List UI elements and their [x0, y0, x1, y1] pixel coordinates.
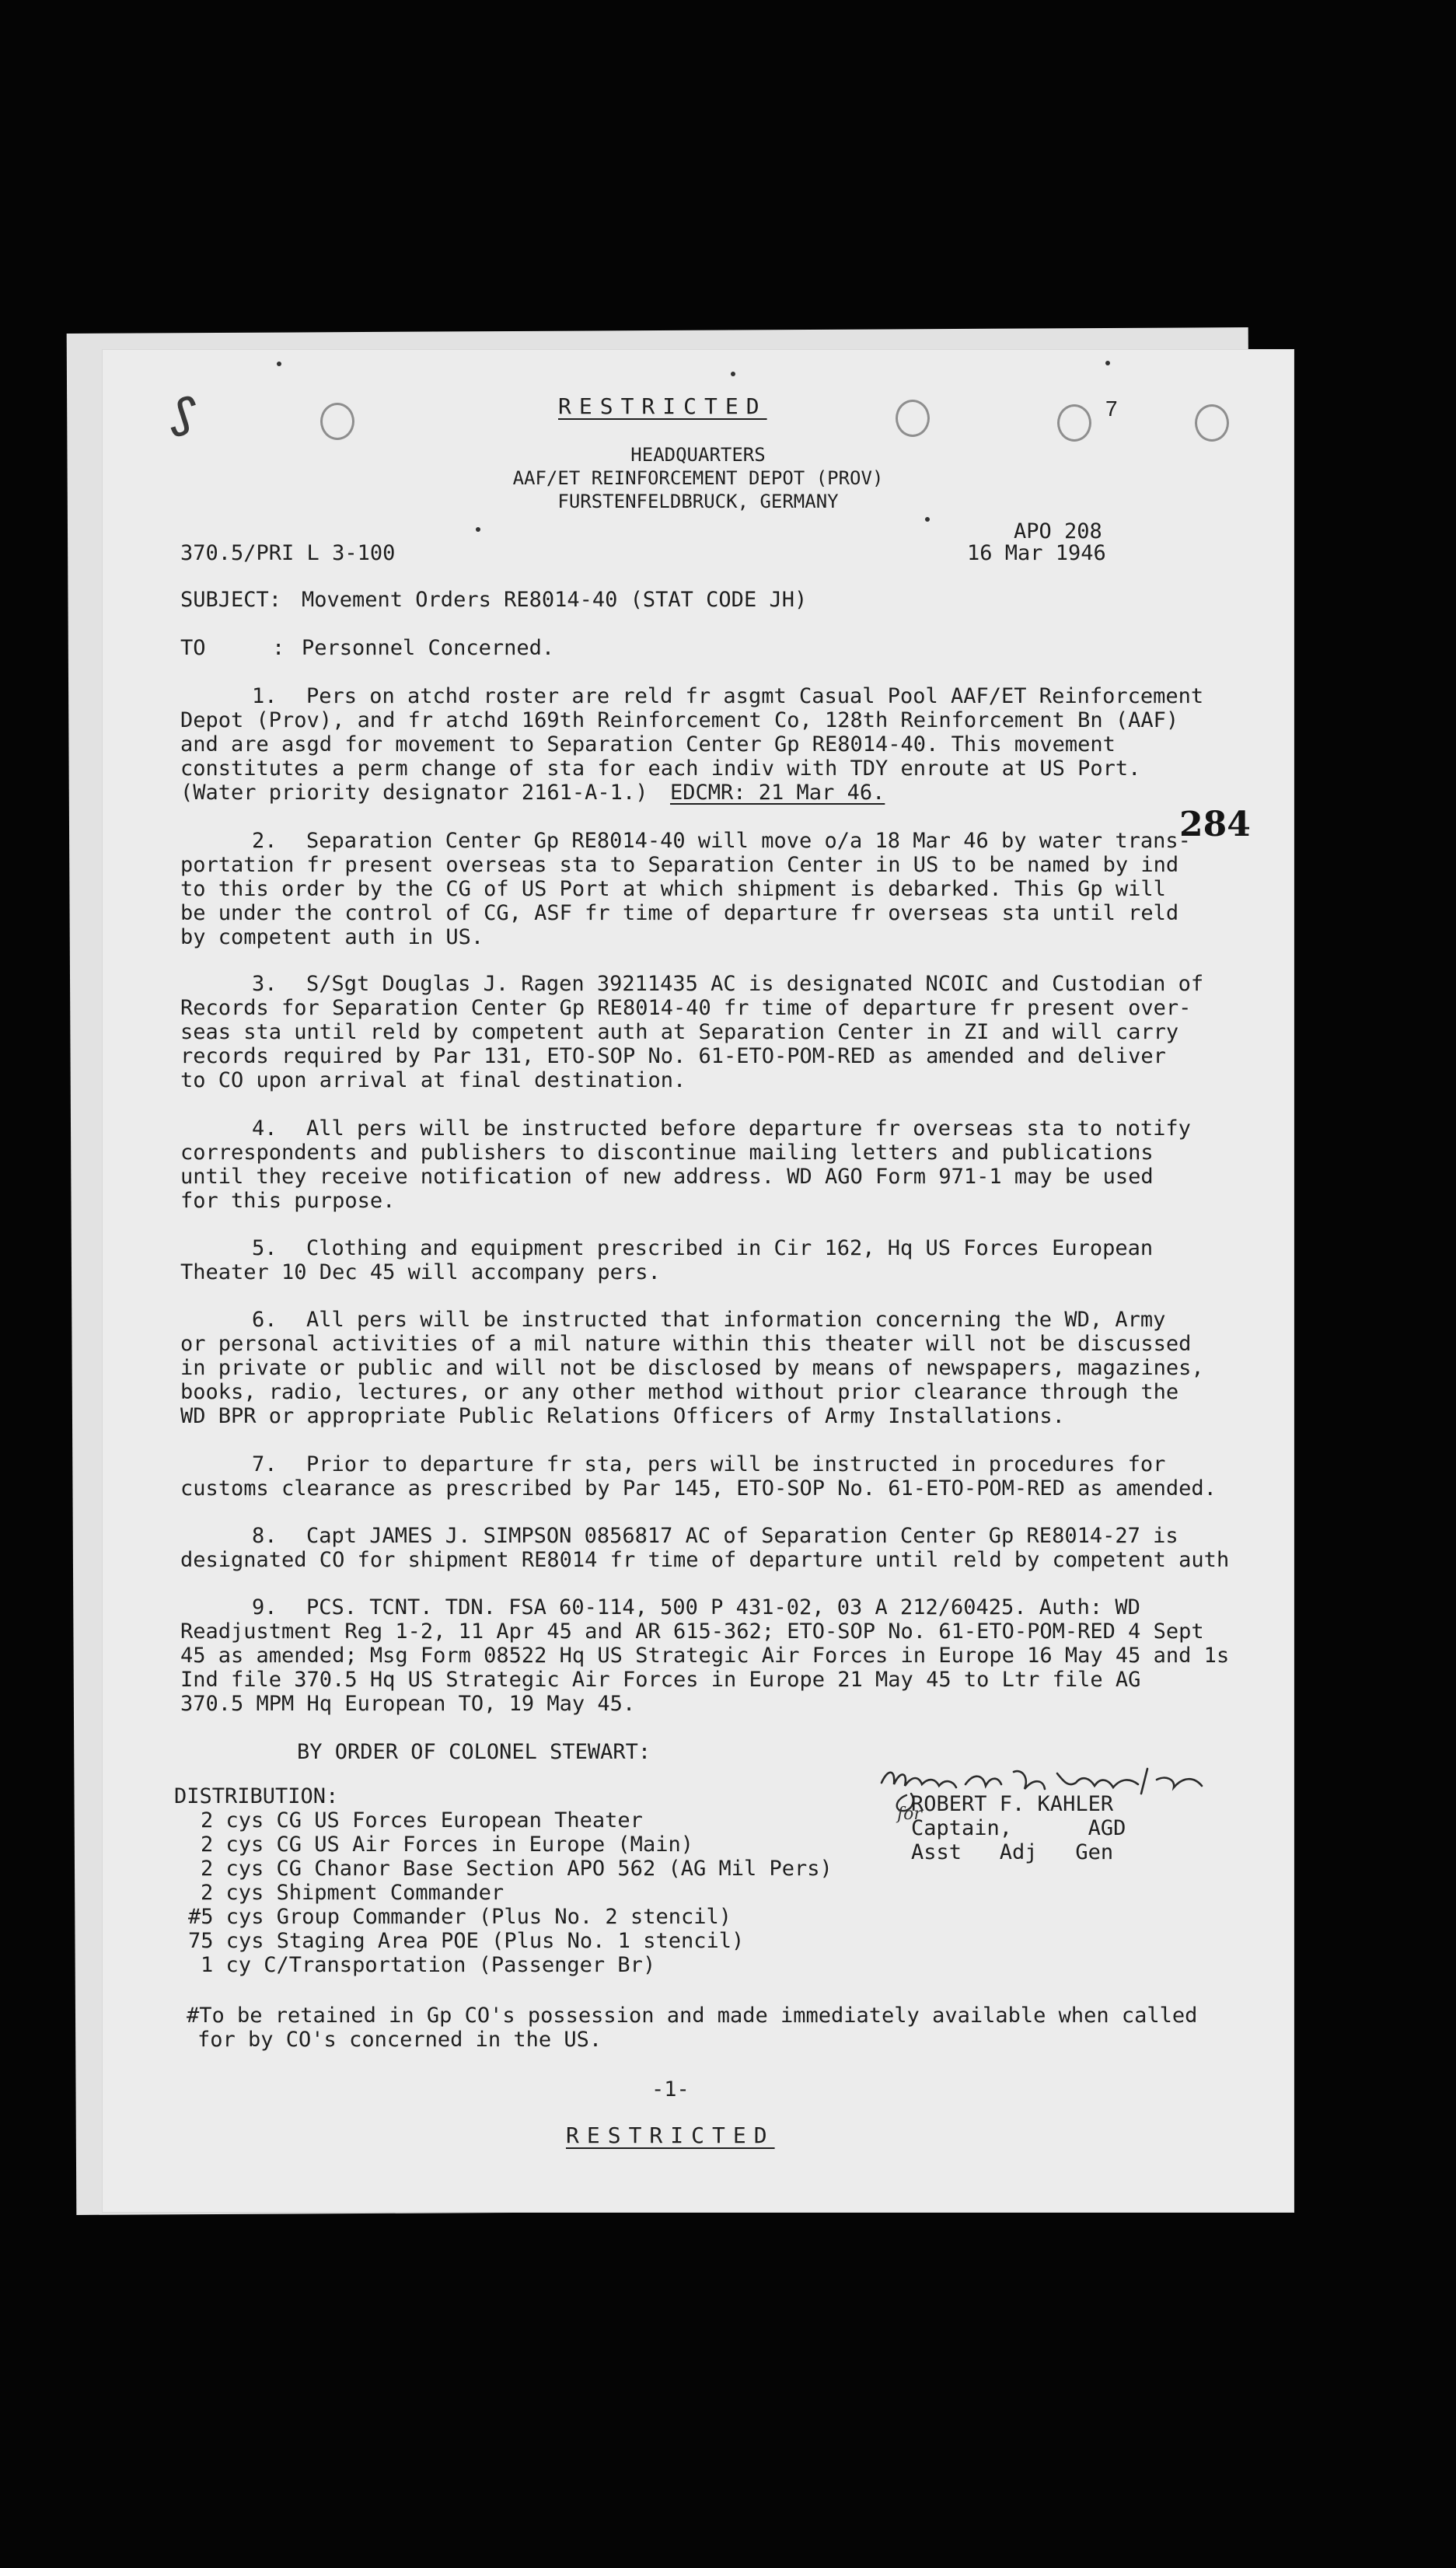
header-unit: AAF/ET REINFORCEMENT DEPOT (PROV) [512, 467, 884, 489]
paragraph-9-line: Readjustment Reg 1-2, 11 Apr 45 and AR 615-362; ETO-SOP No. 61-ETO-POM-RED 4 Sept [180, 1619, 1204, 1644]
paragraph-9-line: 370.5 MPM Hq European TO, 19 May 45. [180, 1692, 636, 1716]
paragraph-1-line: constitutes a perm change of sta for each indiv with TDY enroute at US Port. [180, 756, 1141, 781]
subject-text: Movement Orders RE8014-40 (STAT CODE JH) [302, 588, 808, 612]
paragraph-5-line: Clothing and equipment prescribed in Cir 162, Hq US Forces European [306, 1236, 1154, 1260]
paragraph-4-line: for this purpose. [180, 1189, 396, 1213]
to-label: TO [180, 636, 206, 660]
paragraph-8-line: designated CO for shipment RE8014 fr time of departure until reld by competent auth [180, 1548, 1230, 1572]
retention-note-line: for by CO's concerned in the US. [197, 2028, 602, 2052]
to-text: Personnel Concerned. [302, 636, 555, 660]
paragraph-6-line: All pers will be instructed that information concerning the WD, Army [306, 1308, 1166, 1332]
distribution-item: #5 cys Group Commander (Plus No. 2 stencil) [188, 1905, 731, 1929]
paragraph-6-number: 6. [252, 1308, 278, 1332]
paragraph-6-line: WD BPR or appropriate Public Relations Officers of Army Installations. [180, 1404, 1065, 1428]
retention-note [187, 2004, 1259, 2052]
document-page [103, 350, 1326, 2212]
paragraph-7-line: customs clearance as prescribed by Par 145, ETO-SOP No. 61-ETO-POM-RED as amended. [180, 1476, 1217, 1501]
paragraph-4-line: until they receive notification of new address. WD AGO Form 971-1 may be used [180, 1165, 1154, 1189]
paragraph-7-line: Prior to departure fr sta, pers will be instructed in procedures for [306, 1452, 1166, 1476]
paragraph-2-line: by competent auth in US. [180, 925, 484, 949]
paragraph-3-line: seas sta until reld by competent auth at Separation Center in ZI and will carry [180, 1020, 1179, 1044]
paragraph-9-number: 9. [252, 1595, 278, 1619]
by-order-line: BY ORDER OF COLONEL STEWART: [297, 1740, 651, 1764]
paragraph-3-line: records required by Par 131, ETO-SOP No. 61-ETO-POM-RED as amended and deliver [180, 1044, 1166, 1068]
corner-ink-mark: ᔑ [158, 384, 209, 450]
header-location: FURSTENFELDBRUCK, GERMANY [557, 491, 839, 512]
punch-hole-4 [1195, 404, 1229, 442]
signer-name: ROBERT F. KAHLER [911, 1792, 1114, 1816]
ink-dot [476, 527, 480, 532]
document-number: 7 [1105, 397, 1118, 421]
paragraph-3-number: 3. [252, 972, 278, 996]
paragraph-6-line: books, radio, lectures, or any other method without prior clearance through the [180, 1380, 1179, 1404]
ink-dot [731, 372, 735, 376]
distribution-label: DISTRIBUTION: [174, 1784, 339, 1808]
signature-block [880, 1792, 1126, 1864]
paragraph-3-line: to CO upon arrival at final destination. [180, 1068, 686, 1092]
punch-hole-2 [896, 400, 930, 437]
document-date: 16 Mar 1946 [967, 541, 1106, 565]
page-number: -1- [651, 2077, 690, 2102]
signature-text: Moore R. Ryly 1st Lt AC [1315, 1819, 1326, 1820]
signer-rank: Captain, AGD [911, 1816, 1126, 1840]
paragraph-1-line: (Water priority designator 2161-A-1.) [180, 781, 648, 805]
ink-dot [277, 362, 281, 366]
paragraph-2-line: be under the control of CG, ASF fr time of departure fr overseas sta until reld [180, 901, 1179, 925]
subject-label: SUBJECT: [180, 588, 282, 612]
paragraph-2-line: portation fr present overseas sta to Separation Center in US to be named by ind [180, 853, 1179, 877]
distribution-item: 2 cys Shipment Commander [201, 1881, 505, 1905]
punch-hole-3 [1057, 404, 1091, 442]
paragraph-1-number: 1. [252, 684, 278, 708]
paragraph-4-number: 4. [252, 1116, 278, 1141]
paragraph-3-line: Records for Separation Center Gp RE8014-40 fr time of departure fr present over- [180, 996, 1192, 1020]
paragraph-5-line: Theater 10 Dec 45 will accompany pers. [180, 1260, 661, 1284]
distribution-item: 75 cys Staging Area POE (Plus No. 1 stencil) [188, 1929, 745, 1953]
to-colon: : [272, 636, 285, 660]
restricted-top: RESTRICTED [558, 393, 767, 419]
paragraph-5-number: 5. [252, 1236, 278, 1260]
paragraph-8-number: 8. [252, 1524, 278, 1548]
paragraph-9-line: 45 as amended; Msg Form 08522 Hq US Strategic Air Forces in Europe 16 May 45 and 1s [180, 1644, 1230, 1668]
signer-title: Asst Adj Gen [911, 1840, 1114, 1864]
header-headquarters: HEADQUARTERS [630, 444, 766, 466]
retention-note-line: #To be retained in Gp CO's possession and made immediately available when called [187, 2004, 1198, 2028]
paragraph-6-line: or personal activities of a mil nature within this theater will not be discussed [180, 1332, 1192, 1356]
distribution-list [174, 1784, 833, 1977]
signature-for-mark: for [897, 1805, 922, 1824]
paragraph-1-line: and are asgd for movement to Separation Center Gp RE8014-40. This movement [180, 732, 1116, 756]
distribution-item: 2 cys CG US Air Forces in Europe (Main) [201, 1833, 693, 1857]
paragraph-6-line: in private or public and will not be disclosed by means of newspapers, magazines, [180, 1356, 1204, 1380]
distribution-item: 1 cy C/Transportation (Passenger Br) [201, 1953, 656, 1977]
ink-dot [925, 517, 930, 522]
paragraph-3-line: S/Sgt Douglas J. Ragen 39211435 AC is designated NCOIC and Custodian of [306, 972, 1204, 996]
distribution-item: 2 cys CG US Forces European Theater [201, 1808, 643, 1833]
paragraph-4-line: All pers will be instructed before departure fr overseas sta to notify [306, 1116, 1191, 1141]
ink-dot [1105, 361, 1110, 365]
paragraph-1-line: Pers on atchd roster are reld fr asgmt Casual Pool AAF/ET Reinforcement [306, 684, 1204, 708]
apo-number: APO 208 [1014, 519, 1102, 543]
distribution-item: 2 cys CG Chanor Base Section APO 562 (AG Mil Pers) [201, 1857, 833, 1881]
paragraph-8-line: Capt JAMES J. SIMPSON 0856817 AC of Separation Center Gp RE8014-27 is [306, 1524, 1178, 1548]
paragraph-2-number: 2. [252, 829, 278, 853]
punch-hole-1 [320, 403, 354, 440]
paragraph-2-line: Separation Center Gp RE8014-40 will move o/a 18 Mar 46 by water trans- [306, 829, 1191, 853]
page-stamp-number: 284 [1179, 805, 1251, 844]
edcmr-date: EDCMR: 21 Mar 46. [670, 781, 885, 805]
paragraph-1-line: Depot (Prov), and fr atchd 169th Reinforcement Co, 128th Reinforcement Bn (AAF) [180, 708, 1179, 732]
paragraph-2-line: to this order by the CG of US Port at which shipment is debarked. This Gp will [180, 877, 1166, 901]
paragraph-9-line: PCS. TCNT. TDN. FSA 60-114, 500 P 431-02, 03 A 212/60425. Auth: WD [306, 1595, 1140, 1619]
file-reference: 370.5/PRI L 3-100 [180, 541, 396, 565]
paragraph-9-line: Ind file 370.5 Hq US Strategic Air Forces in Europe 21 May 45 to Ltr file AG [180, 1668, 1141, 1692]
restricted-bottom: RESTRICTED [566, 2123, 775, 2148]
paragraph-4-line: correspondents and publishers to discontinue mailing letters and publications [180, 1141, 1154, 1165]
paragraph-7-number: 7. [252, 1452, 278, 1476]
